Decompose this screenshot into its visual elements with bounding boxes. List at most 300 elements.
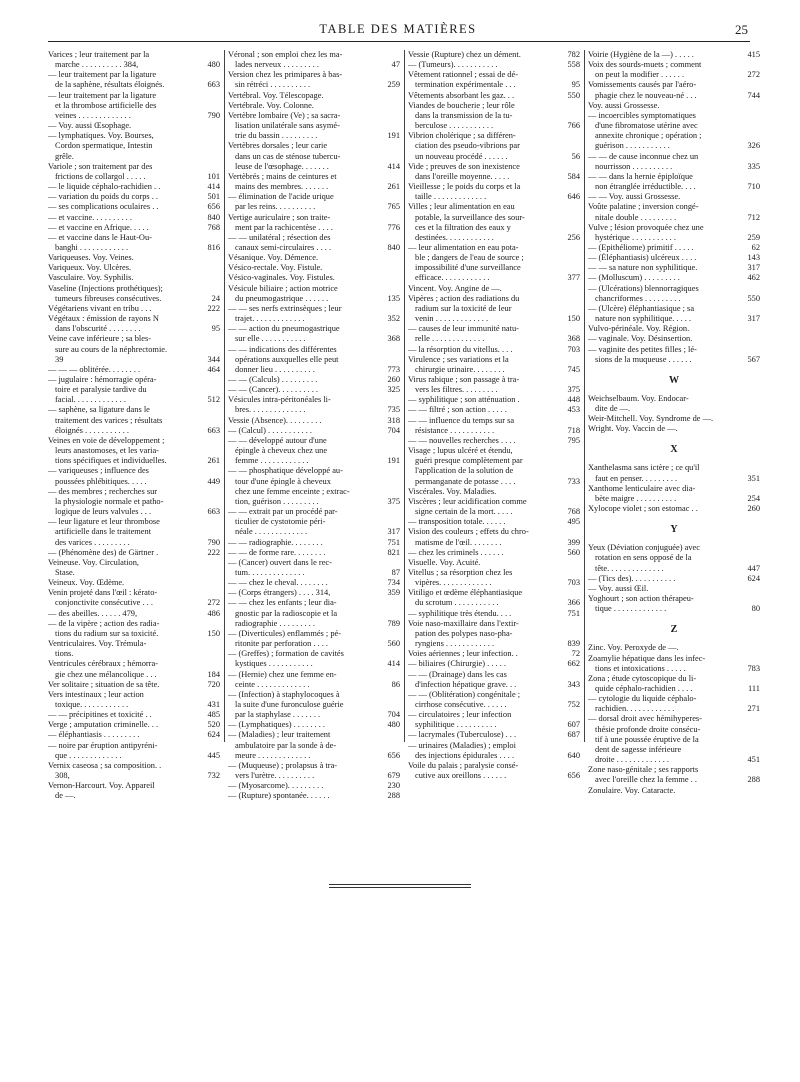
entry-text: Zoamylie hépatique dans les infec- (588, 653, 706, 663)
entry-text: tions et intoxications . . . . . (595, 663, 686, 673)
entry-text: Xanthelasma sans ictère ; ce qu'il (588, 463, 700, 473)
index-column-1 (48, 50, 220, 802)
entry-page: 752 (567, 700, 580, 709)
index-entry (48, 284, 220, 304)
index-entry (408, 50, 580, 60)
index-entry (228, 507, 400, 537)
entry-text: — — filtré ; son action . . . . . (408, 405, 507, 415)
index-entry (48, 273, 220, 283)
index-entry (588, 643, 760, 653)
entry-text: — transposition totale. . . . . . (408, 517, 506, 527)
index-entry (48, 131, 220, 161)
entry-text: Version chez les primipares à bas- (228, 70, 343, 80)
index-entry (228, 538, 400, 548)
index-entry (228, 649, 400, 669)
entry-text: Zona ; étude cytoscopique du li- (588, 673, 697, 683)
entry-text: — et vaccine en Afrique. . . . . (48, 222, 149, 232)
entry-text: — (Maladies) ; leur traitement (228, 730, 331, 740)
entry-page: 768 (207, 222, 220, 232)
entry-text: — (Muqueuse) ; prolapsus à tra- (228, 760, 338, 770)
index-entry (588, 192, 760, 202)
index-entry (408, 416, 580, 436)
entry-text: la suite d'une furonculose guérie (235, 700, 344, 709)
entry-text: Veineuse. Voy. Circulation, (48, 557, 140, 567)
index-entry (228, 233, 400, 253)
entry-text: du scrotum . . . . . . . . . . . (415, 598, 499, 608)
entry-page: 783 (747, 663, 760, 673)
entry-page: 335 (747, 161, 760, 171)
index-entry (408, 548, 580, 558)
entry-text: trajet. . . . . . . . . . . . . (235, 314, 305, 324)
entry-text: Visage ; lupus ulcéré et étendu, (408, 446, 513, 456)
index-entry (48, 213, 220, 223)
entry-text: Voirie (Hygiène de la —) . . . . . (588, 50, 694, 59)
entry-text: — (Tics des). . . . . . . . . . . (588, 573, 676, 583)
entry-text: bète maigre . . . . . . . . . . (595, 493, 677, 503)
entry-text: Ventriculaires. Voy. Trémula- (48, 639, 147, 649)
entry-text: Vaseline (Injections prothétiques); (48, 283, 163, 293)
entry-text: — (Ulcère) éléphantiasique ; sa (588, 303, 695, 313)
index-entry (408, 558, 580, 568)
entry-text: — syphilitique ; son atténuation . (408, 395, 520, 405)
entry-text: rotation en sens opposé de la (595, 553, 692, 563)
entry-page: 414 (387, 161, 400, 171)
entry-page: 607 (567, 720, 580, 730)
index-entry (228, 629, 400, 649)
index-entry (48, 710, 220, 720)
entry-text: et la thrombose artificielle des (55, 100, 157, 110)
entry-text: syphilitique . . . . . . . . . . (415, 720, 497, 730)
entry-page: 733 (567, 476, 580, 486)
entry-page: 663 (207, 425, 220, 435)
entry-text: thésie profonde droite consécu- (595, 724, 701, 734)
entry-page: 317 (387, 527, 400, 537)
entry-text: — — action du pneumogastrique (228, 324, 340, 334)
entry-text: — leur traitement par la ligature (48, 90, 157, 100)
entry-page: 326 (747, 141, 760, 151)
entry-text: Voie naso-maxillaire dans l'extir- (408, 618, 519, 628)
index-entry (48, 233, 220, 253)
entry-text: Vulvo-périnéale. Voy. Région. (588, 324, 690, 334)
entry-text: — (Lymphatiques) . . . . . . . . (228, 720, 325, 730)
entry-text: Vipères ; action des radiations du (408, 293, 520, 303)
index-entry (228, 385, 400, 395)
index-entry (408, 70, 580, 90)
entry-text: Vésanique. Voy. Démence. (228, 253, 319, 263)
entry-page: 663 (207, 80, 220, 90)
entry-text: néale . . . . . . . . . . . . . (235, 527, 308, 537)
entry-text: rachidien. . . . . . . . . . . . (595, 704, 675, 714)
index-entry (48, 121, 220, 131)
entry-page: 816 (207, 242, 220, 252)
entry-text: par la staphylase . . . . . . . (235, 710, 321, 720)
index-entry (228, 730, 400, 760)
entry-text: on peut la modifier . . . . . . (595, 70, 685, 80)
entry-text: tions spécifiques et individuelles. (55, 456, 167, 466)
index-column-2 (228, 50, 400, 802)
entry-text: vers les filtres. . . . . . . . . (415, 385, 498, 395)
entry-page: 259 (747, 232, 760, 242)
index-entry (228, 284, 400, 304)
index-entry (408, 588, 580, 608)
entry-text: matisme de l'œil. . . . . . . . (415, 537, 502, 547)
entry-text: sin rétréci . . . . . . . . . . (235, 80, 311, 90)
index-entry (408, 162, 580, 182)
section-letter: Z (670, 624, 678, 636)
entry-text: de la saphène, résultats éloignés. (55, 80, 165, 90)
entry-text: toxique. . . . . . . . . . . . (55, 700, 129, 709)
entry-page: 288 (747, 775, 760, 785)
entry-text: ces et la filtration des eaux y (415, 222, 511, 232)
entry-text: Vitellus ; sa résorption chez les (408, 567, 513, 577)
entry-page: 191 (387, 456, 400, 466)
entry-text: termination expérimentale . . . (415, 80, 516, 90)
entry-text: éloignés . . . . . . . . . . . (55, 425, 129, 435)
entry-page: 766 (567, 121, 580, 131)
index-entry (588, 111, 760, 152)
index-entry (588, 424, 760, 434)
index-entry (408, 395, 580, 405)
entry-page: 80 (751, 604, 760, 614)
header-rule (48, 41, 750, 42)
index-entry (588, 674, 760, 694)
entry-text: par les reins. . . . . . . . . . (235, 202, 316, 212)
entry-text: Vertèbre lombaire (Ve) ; sa sacra- (228, 110, 341, 120)
index-entry (408, 202, 580, 243)
index-entry (228, 253, 400, 263)
index-entry (48, 202, 220, 212)
entry-page: 143 (747, 253, 760, 263)
entry-text: ritonite par perforation . . . . (235, 639, 329, 649)
entry-text: — chez les criminels . . . . . . (408, 547, 504, 557)
index-entry (228, 395, 400, 415)
entry-page: 520 (207, 720, 220, 730)
entry-text: Vésico-vaginales. Voy. Fistules. (228, 273, 335, 283)
entry-page: 288 (387, 791, 400, 801)
entry-page: 789 (387, 618, 400, 628)
entry-text: guérison . . . . . . . . . . . (595, 141, 670, 151)
entry-text: d'une fibromatose utérine avec (595, 121, 698, 131)
entry-text: Weir-Mitchell. Voy. Syndrome de —. (588, 414, 714, 424)
column-rule (404, 50, 405, 742)
entry-page: 679 (387, 771, 400, 781)
entry-page: 344 (207, 354, 220, 364)
entry-page: 414 (207, 182, 220, 192)
entry-page: 840 (207, 212, 220, 222)
entry-page: 704 (387, 425, 400, 435)
entry-text: Weichselbaum. Voy. Endocar- (588, 393, 689, 403)
entry-text: — biliaires (Chirurgie) . . . . . (408, 659, 507, 669)
entry-text: radiographie . . . . . . . . . (235, 618, 316, 628)
entry-text: — Voy. aussi Œsophage. (48, 121, 132, 131)
entry-page: 445 (207, 750, 220, 760)
entry-text: l'application de la solution de (415, 466, 514, 476)
entry-page: 56 (571, 151, 580, 161)
index-entry (228, 304, 400, 324)
index-entry (228, 101, 400, 111)
entry-text: la physiologie normale et patho- (55, 496, 164, 506)
entry-text: nature non syphilitique. . . . . (595, 314, 692, 324)
entry-text: — causes de leur immunité natu- (408, 324, 519, 334)
index-entry (228, 548, 400, 558)
entry-page: 480 (387, 720, 400, 730)
entry-text: tique . . . . . . . . . . . . . (595, 604, 667, 614)
entry-page: 222 (207, 547, 220, 557)
entry-text: relle . . . . . . . . . . . . . (415, 334, 485, 344)
entry-page: 745 (567, 364, 580, 374)
index-entry (408, 182, 580, 202)
entry-text: dans l'oreille moyenne. . . . . (415, 171, 510, 181)
entry-text: Villes ; leur alimentation en eau (408, 202, 515, 212)
entry-page: 703 (567, 578, 580, 588)
entry-page: 656 (567, 771, 580, 781)
entry-text: guéri presque complètement par (415, 456, 523, 466)
entry-text: artificielle dans le traitement (55, 527, 152, 537)
entry-text: tum. . . . . . . . . . . . . . (235, 567, 305, 577)
entry-page: 732 (207, 771, 220, 781)
entry-text: — — développé autour d'une (228, 435, 327, 445)
entry-text: dans l'obscurité . . . . . . . . (55, 324, 141, 334)
entry-text: d'infection hépatique grave. . . (415, 679, 517, 689)
entry-text: Verge ; amputation criminelle. . . (48, 720, 159, 730)
entry-page: 486 (207, 608, 220, 618)
index-entry (48, 263, 220, 273)
index-entry (588, 786, 760, 796)
entry-page: 377 (567, 273, 580, 283)
index-entry (228, 690, 400, 720)
entry-text: des injections épidurales . . . . (415, 750, 515, 760)
index-entry (228, 466, 400, 507)
entry-text: Voy. aussi Grossesse. (588, 100, 660, 110)
entry-text: — élimination de l'acide urique (228, 192, 334, 202)
index-entry (408, 131, 580, 161)
entry-text: Ventricules cérébraux ; hémorra- (48, 659, 158, 669)
entry-page: 790 (207, 537, 220, 547)
entry-text: — — chez le cheval. . . . . . . . (228, 578, 328, 588)
entry-text: ryngiens . . . . . . . . . . . . (415, 639, 495, 649)
entry-text: — variqueuses ; influence des (48, 466, 149, 476)
entry-text: pation des polypes naso-pha- (415, 628, 513, 638)
entry-text: nitale double . . . . . . . . . (595, 212, 677, 222)
entry-page: 485 (207, 710, 220, 720)
index-entry (588, 504, 760, 514)
entry-text: — leur alimentation en eau pota- (408, 242, 519, 252)
entry-page: 558 (567, 60, 580, 70)
index-entry (48, 192, 220, 202)
entry-text: Viandes de boucherie ; leur rôle (408, 100, 515, 110)
entry-page: 768 (567, 507, 580, 517)
index-entry (48, 304, 220, 314)
entry-page: 839 (567, 639, 580, 649)
index-entry (228, 558, 400, 578)
entry-page: 710 (747, 182, 760, 192)
entry-page: 271 (747, 704, 760, 714)
index-entry (408, 497, 580, 517)
entry-page: 501 (207, 192, 220, 202)
entry-text: — dorsal droit avec hémihyperes- (588, 714, 702, 724)
entry-text: Visuelle. Voy. Acuité. (408, 557, 481, 567)
entry-text: Virus rabique ; son passage à tra- (408, 375, 520, 384)
entry-page: 795 (567, 435, 580, 445)
index-entry (408, 710, 580, 730)
index-entry (408, 730, 580, 740)
entry-text: Vésico-rectale. Voy. Fistule. (228, 263, 323, 273)
entry-text: que . . . . . . . . . . . . . (55, 750, 122, 760)
entry-page: 256 (567, 232, 580, 242)
entry-text: Voix des sourds-muets ; comment (588, 60, 702, 70)
index-entry (588, 584, 760, 594)
index-entry (408, 609, 580, 619)
entry-page: 646 (567, 192, 580, 202)
entry-text: — (Phénomène des) de Gärtner . (48, 547, 159, 557)
entry-text: radium sur la toxicité de leur (415, 303, 512, 313)
entry-text: — (Infection) à staphylocoques à (228, 689, 340, 699)
entry-page: 821 (387, 547, 400, 557)
index-entry (228, 141, 400, 171)
entry-text: — (Molluscum) . . . . . . . . . (588, 273, 680, 283)
entry-text: Vêtements absorbant les gaz. . . (408, 90, 515, 100)
entry-page: 415 (747, 50, 760, 59)
entry-page: 703 (567, 344, 580, 354)
entry-text: Varices ; leur traitement par la (48, 50, 150, 59)
entry-page: 95 (571, 80, 580, 90)
entry-text: signe certain de la mort. . . . . (415, 507, 513, 517)
entry-text: veines . . . . . . . . . . . . . (55, 110, 131, 120)
entry-page: 261 (387, 182, 400, 192)
index-entry (588, 543, 760, 573)
entry-text: — (Calcul) . . . . . . . . . . . (228, 425, 312, 435)
index-entry (588, 80, 760, 100)
index-entry (228, 416, 400, 426)
entry-text: Zinc. Voy. Peroxyde de —. (588, 643, 679, 653)
index-entry (48, 720, 220, 730)
entry-text: — saphène, sa ligature dans le (48, 405, 150, 415)
entry-text: Xanthome lenticulaire avec dia- (588, 483, 696, 493)
index-entry (588, 50, 760, 60)
entry-text: leuse de l'œsophage. . . . . . . (235, 161, 329, 171)
entry-text: Vésicules intra-péritonéales li- (228, 395, 331, 405)
index-entry (588, 273, 760, 283)
index-entry (48, 558, 220, 578)
entry-text: tif à une poussée éruptive de la (595, 734, 699, 744)
entry-text: Vertébrale. Voy. Colonne. (228, 100, 314, 110)
index-entry (588, 263, 760, 273)
entry-text: un nouveau procédé . . . . . . (415, 151, 508, 161)
entry-text: 39 (55, 354, 64, 364)
entry-text: dent de sagesse inférieure (595, 744, 682, 754)
entry-text: Vincent. Voy. Angine de —. (408, 283, 502, 293)
entry-text: toire et paralysie tardive du (55, 385, 147, 395)
entry-text: Viscères ; leur acidification comme (408, 496, 527, 506)
entry-text: cirrhose consécutive. . . . . . (415, 700, 507, 709)
entry-text: Végétaux : émission de rayons N (48, 314, 159, 324)
index-entry (588, 463, 760, 483)
entry-text: — (Rupture) spontanée. . . . . . (228, 791, 330, 801)
entry-text: Vomissements causés par l'aéro- (588, 80, 697, 90)
entry-page: 351 (747, 473, 760, 483)
entry-text: — incoercibles symptomatiques (588, 110, 696, 120)
index-entry (408, 375, 580, 395)
index-entry (228, 761, 400, 781)
entry-text: Véronal ; son emploi chez les ma- (228, 50, 343, 59)
entry-page: 840 (387, 242, 400, 252)
entry-page: 584 (567, 171, 580, 181)
entry-text: Wright. Voy. Vaccin de —. (588, 424, 678, 434)
index-entry (588, 574, 760, 584)
entry-text: — vaginite des petites filles ; lé- (588, 344, 697, 354)
index-entry (48, 375, 220, 405)
index-entry (48, 761, 220, 781)
entry-text: Voies aériennes ; leur infection. . (408, 649, 518, 659)
index-entry (408, 243, 580, 284)
entry-text: Virulence ; ses variations et la (408, 354, 509, 364)
entry-text: ment par la rachicentèse . . . . (235, 222, 333, 232)
entry-page: 550 (747, 293, 760, 303)
entry-text: — — chez les enfants ; leur dia- (228, 598, 337, 608)
entry-text: dite de —. (595, 404, 631, 413)
entry-text: Voile du palais ; paralysie consé- (408, 760, 519, 770)
entry-text: — — (Calculs) . . . . . . . . . (228, 375, 318, 384)
entry-text: Yeux (Déviation conjuguée) avec (588, 543, 700, 553)
column-rule (224, 50, 225, 742)
index-entry (588, 223, 760, 243)
index-entry (588, 202, 760, 222)
entry-text: logique de leurs valvules . . . (55, 507, 152, 517)
index-entry (588, 101, 760, 111)
entry-text: Vieillesse ; le poids du corps et la (408, 182, 521, 192)
index-entry (228, 436, 400, 466)
entry-page: 260 (387, 375, 400, 384)
index-entry (408, 527, 580, 547)
entry-text: gnostic par la radioscopie et la (235, 608, 338, 618)
entry-text: — éléphantiasis . . . . . . . . . (48, 730, 140, 740)
entry-page: 560 (567, 547, 580, 557)
index-entry (48, 578, 220, 588)
entry-text: — cytologie du liquide céphalo- (588, 694, 697, 704)
entry-text: — — (Oblitération) congénitale ; (408, 689, 521, 699)
entry-text: — — ses nerfs extrinsèques ; leur (228, 303, 342, 313)
index-entry (228, 588, 400, 598)
entry-text: traitement des varices ; résultats (55, 415, 163, 425)
entry-page: 550 (567, 90, 580, 100)
index-entry (228, 70, 400, 90)
entry-page: 318 (387, 415, 400, 425)
entry-text: annexite chronique ; opération ; (595, 131, 702, 141)
entry-page: 773 (387, 364, 400, 374)
entry-text: destinées. . . . . . . . . . . . (415, 232, 494, 242)
entry-text: — et vaccine dans le Haut-Ou- (48, 232, 152, 242)
entry-page: 431 (207, 700, 220, 709)
index-entry (588, 594, 760, 614)
index-entry (408, 761, 580, 781)
index-entry (48, 730, 220, 740)
entry-text: sions de la muqueuse . . . . . . (595, 354, 692, 364)
entry-text: gie chez une mélancolique . . . (55, 669, 157, 679)
entry-text: Veines en voie de développement ; (48, 435, 165, 445)
entry-page: 325 (387, 385, 400, 395)
entry-text: grêle. (55, 151, 74, 161)
entry-page: 254 (747, 493, 760, 503)
index-entry (408, 568, 580, 588)
entry-text: quide céphalo-rachidien . . . . (595, 683, 693, 693)
entry-text: Viscérales. Voy. Maladies. (408, 486, 497, 496)
entry-page: 47 (391, 60, 400, 70)
index-entry (228, 345, 400, 375)
entry-text: canaux semi-circulaires . . . . (235, 242, 332, 252)
entry-text: — la résorption du vitellus. . . . (408, 344, 513, 354)
entry-text: donner lieu . . . . . . . . . . (235, 364, 315, 374)
entry-page: 464 (207, 364, 220, 374)
